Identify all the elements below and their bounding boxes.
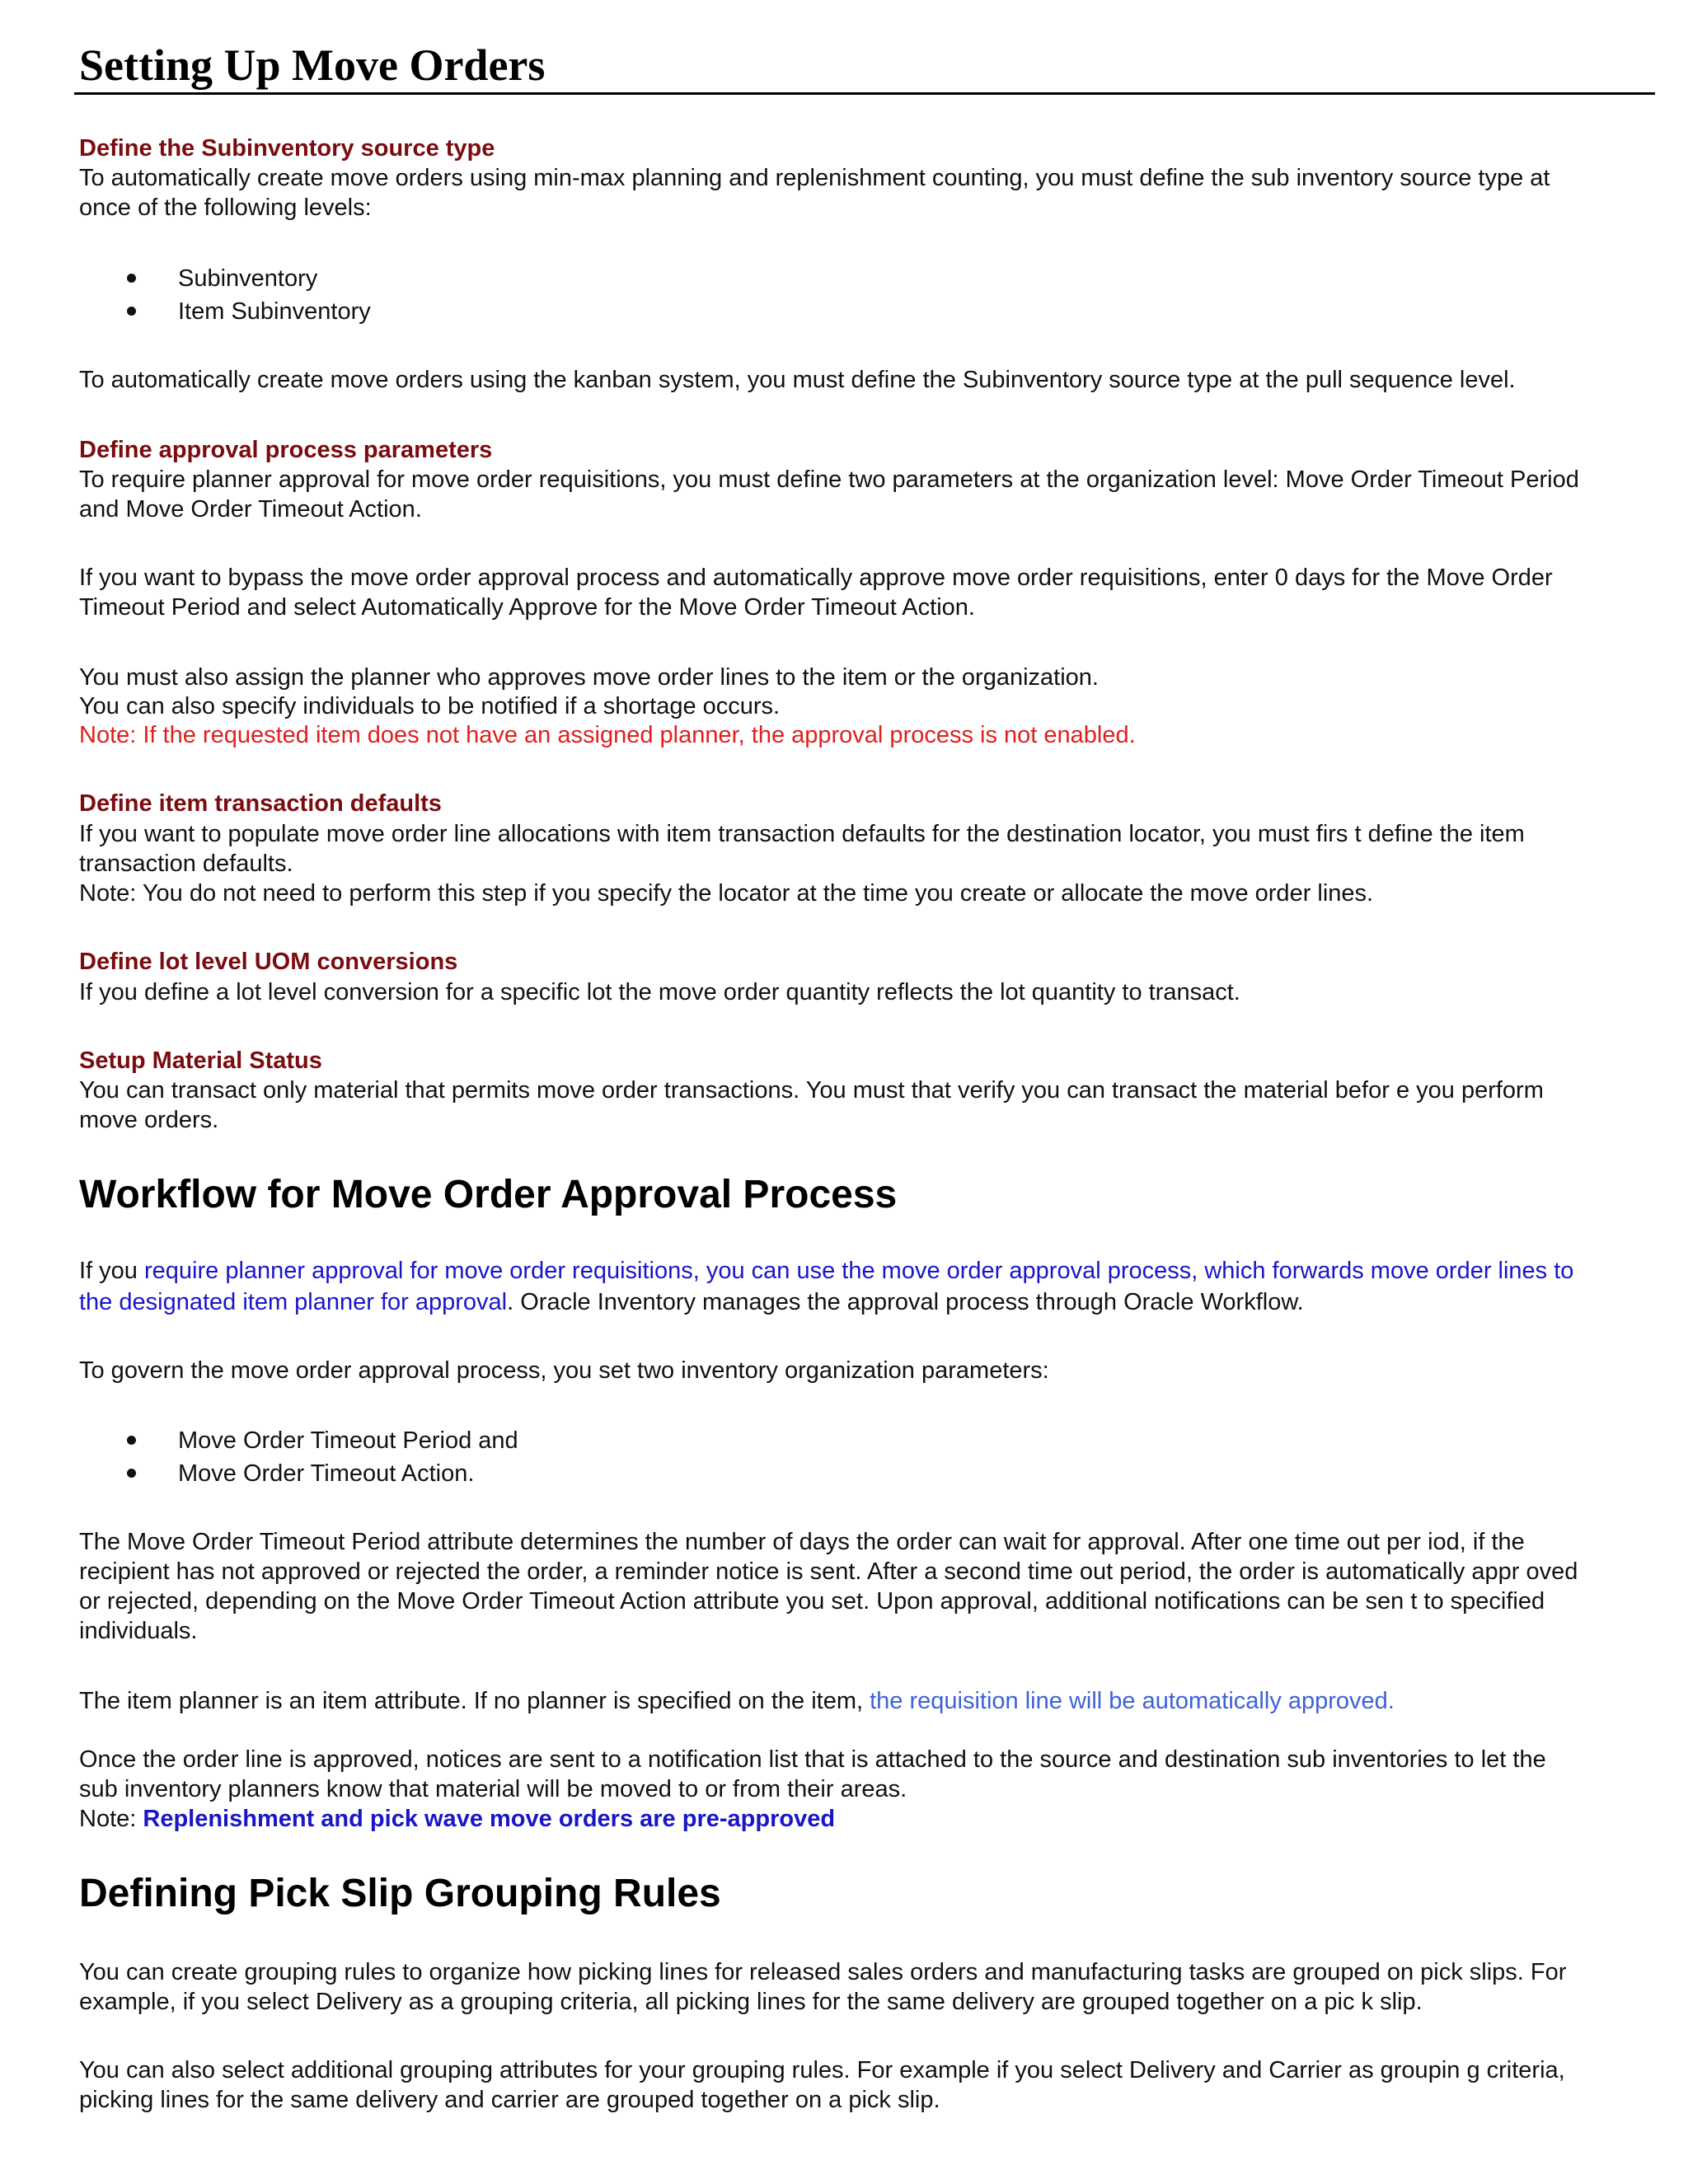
paragraph-kanban: To automatically create move orders using the kanban system, you must define the Subinventory source type at the pull sequence level. (79, 367, 1516, 393)
list-item (79, 1424, 1563, 1457)
list-item (79, 1457, 1563, 1490)
paragraph-timeout-line-3: or rejected, depending on the Move Order Timeout Action attribute you set. Upon approval, additional notifications can be sen t to specified (79, 1588, 1545, 1615)
heading-pick-slip: Defining Pick Slip Grouping Rules (79, 1872, 721, 1915)
paragraph-item-planner (79, 1686, 1645, 1716)
workflow-prefix: If you (79, 1258, 144, 1284)
paragraph-material-line-2: move orders. (79, 1107, 219, 1133)
bullet-icon (127, 1469, 136, 1478)
workflow-highlight-1: require planner approval for move order requisitions, you can use the move order approval process, which forwards move order lines to (144, 1258, 1574, 1284)
note-planner-required: Note: If the requested item does not have an assigned planner, the approval process is not enabled. (79, 722, 1136, 748)
paragraph-minmax-line-2: once of the following levels: (79, 194, 372, 221)
list-item-text: Item Subinventory (178, 298, 371, 325)
paragraph-defaults-line-1: If you want to populate move order line allocations with item transaction defaults for the destination locator, you must firs t define the item (79, 821, 1525, 847)
heading-material-status: Setup Material Status (79, 1047, 322, 1074)
bullet-icon (127, 274, 136, 283)
paragraph-notices-line-2: sub inventory planners know that material will be moved to or from their areas. (79, 1776, 907, 1802)
heading-workflow: Workflow for Move Order Approval Process (79, 1173, 898, 1216)
list-item-text: Move Order Timeout Action. (178, 1460, 475, 1487)
paragraph-bypass-line-2: Timeout Period and select Automatically Approve for the Move Order Timeout Action. (79, 594, 975, 621)
paragraph-approval-line-1: To require planner approval for move order requisitions, you must define two parameters at the organization level: Move Order Timeout Period (79, 466, 1579, 493)
paragraph-attributes-line-1: You can also select additional grouping attributes for your grouping rules. For example if you select Delivery and Carrier as groupin g criteria, (79, 2057, 1565, 2083)
heading-lot-uom: Define lot level UOM conversions (79, 949, 458, 975)
paragraph-grouping-line-2: example, if you select Delivery as a grouping criteria, all picking lines for the same delivery are grouped together on a pic k slip. (79, 1989, 1423, 2015)
paragraph-govern: To govern the move order approval process, you set two inventory organization parameters: (79, 1357, 1049, 1384)
paragraph-bypass-line-1: If you want to bypass the move order approval process and automatically approve move order requisitions, enter 0 days for the Move Order (79, 565, 1553, 591)
heading-approval-parameters: Define approval process parameters (79, 437, 493, 463)
heading-item-transaction-defaults: Define item transaction defaults (79, 790, 442, 817)
note-prefix: Note: (79, 1806, 143, 1832)
list-item-text: Subinventory (178, 265, 318, 292)
bullet-icon (127, 1436, 136, 1445)
workflow-suffix: . Oracle Inventory manages the approval process through Oracle Workflow. (507, 1289, 1304, 1315)
paragraph-attributes-line-2: picking lines for the same delivery and carrier are grouped together on a pick slip. (79, 2087, 940, 2113)
paragraph-defaults-line-2: transaction defaults. (79, 851, 293, 877)
paragraph-timeout-line-2: recipient has not approved or rejected the order, a reminder notice is sent. After a second time out period, the order is automatically appr oved (79, 1558, 1578, 1585)
page-title: Setting Up Move Orders (79, 40, 546, 90)
paragraph-timeout-line-4: individuals. (79, 1618, 198, 1644)
note-locator: Note: You do not need to perform this step if you specify the locator at the time you create or allocate the move order lines. (79, 880, 1374, 907)
paragraph-minmax-line-1: To automatically create move orders using min-max planning and replenishment counting, you must define the sub inventory source type at (79, 165, 1550, 191)
note-preapproved (79, 1804, 1645, 1834)
list-item (79, 262, 1563, 295)
paragraph-workflow-line-1 (79, 1256, 1645, 1286)
levels-bullet-list (79, 262, 1563, 328)
item-planner-text: The item planner is an item attribute. If no planner is specified on the item, (79, 1688, 870, 1714)
preapproved-highlight: Replenishment and pick wave move orders are pre-approved (143, 1806, 836, 1832)
paragraph-notices-line-1: Once the order line is approved, notices are sent to a notification list that is attached to the source and destination sub inventories to let the (79, 1746, 1546, 1773)
paragraph-grouping-line-1: You can create grouping rules to organize how picking lines for released sales orders and manufacturing tasks are grouped on pick slips. For (79, 1959, 1567, 1985)
list-item-text: Move Order Timeout Period and (178, 1427, 518, 1454)
paragraph-lot-uom: If you define a lot level conversion for a specific lot the move order quantity reflects the lot quantity to transact. (79, 979, 1240, 1005)
auto-approved-highlight: the requisition line will be automatically approved. (870, 1688, 1395, 1714)
workflow-highlight-2: the designated item planner for approval (79, 1289, 508, 1315)
paragraph-timeout-line-1: The Move Order Timeout Period attribute determines the number of days the order can wait for approval. After one time out per iod, if the (79, 1529, 1525, 1555)
parameters-bullet-list (79, 1424, 1563, 1490)
title-underline (74, 92, 1655, 95)
list-item (79, 295, 1563, 328)
paragraph-planner-line-1: You must also assign the planner who approves move order lines to the item or the organization. (79, 664, 1099, 691)
paragraph-approval-line-2: and Move Order Timeout Action. (79, 496, 422, 523)
paragraph-workflow-line-2 (79, 1287, 1645, 1317)
heading-subinventory-source-type: Define the Subinventory source type (79, 135, 495, 162)
bullet-icon (127, 307, 136, 316)
paragraph-planner-line-2: You can also specify individuals to be notified if a shortage occurs. (79, 693, 781, 719)
paragraph-material-line-1: You can transact only material that permits move order transactions. You must that verify you can transact the material befor e you perform (79, 1077, 1544, 1104)
